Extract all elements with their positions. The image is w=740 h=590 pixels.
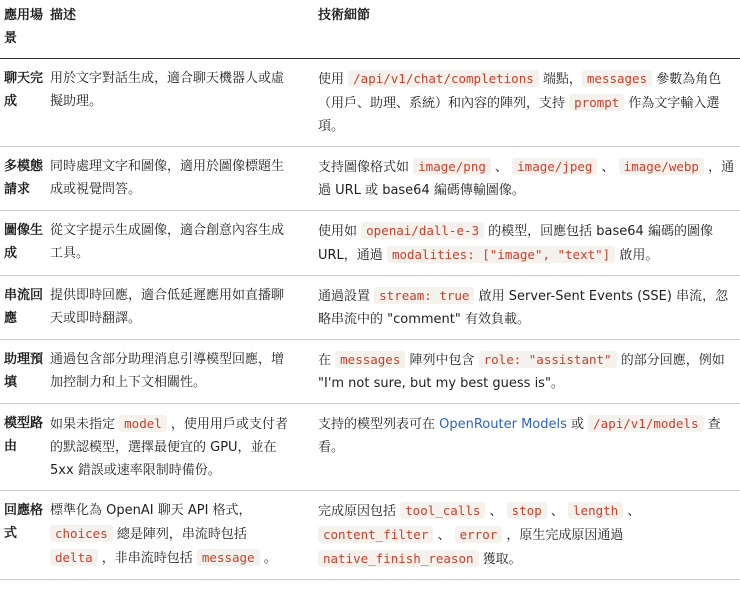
scenario-cell: 串流回應 <box>0 276 44 340</box>
scenario-cell: 聊天完成 <box>0 59 44 147</box>
description-cell: 用於文字對話生成，適合聊天機器人或虛擬助理。 <box>44 59 310 147</box>
table-row <box>0 276 740 340</box>
text-segment: 的模型，回應包括 base64 編碼的圖像 URL，通過 <box>318 224 713 263</box>
description-cell: 提供即時回應，適合低延遲應用如直播聊天或即時翻譯。 <box>44 276 310 340</box>
text-segment: 、 <box>546 504 569 519</box>
inline-code: stream: true <box>374 287 474 304</box>
table-row <box>0 147 740 211</box>
text-segment: 使用如 <box>318 224 362 239</box>
description-cell: 從文字提示生成圖像，適合創意內容生成工具。 <box>44 211 310 276</box>
tech-details-cell <box>310 211 740 276</box>
text-segment: 、 <box>597 160 619 175</box>
text-segment: 支持圖像格式如 <box>318 160 414 175</box>
tech-details-cell <box>310 147 740 211</box>
inline-code: content_filter <box>318 526 433 543</box>
inline-code: message <box>197 549 260 566</box>
text-segment: 或 <box>566 417 589 432</box>
inline-code: image/jpeg <box>512 158 597 175</box>
inline-code: image/png <box>413 158 491 175</box>
inline-code: /api/v1/chat/completions <box>348 70 539 87</box>
inline-code: choices <box>50 525 113 542</box>
text-segment: 、 <box>623 504 641 519</box>
tech-details-cell <box>310 276 740 340</box>
header-tech-details: 技術細節 <box>310 0 740 59</box>
text-segment: 標準化為 OpenAI 聊天 API 格式， <box>50 503 252 518</box>
text-segment: 通過設置 <box>318 289 375 304</box>
table-body <box>0 59 740 580</box>
inline-code: model <box>119 415 167 432</box>
text-segment: 在 <box>318 353 336 368</box>
inline-code: openai/dall-e-3 <box>361 222 484 239</box>
table-header-row <box>0 0 740 59</box>
inline-code: modalities: ["image", "text"] <box>387 246 615 263</box>
text-segment: 陣列中包含 <box>405 353 479 368</box>
text-segment: 參數為角色（用戶、助理、系統）和內容的陣列，支持 <box>318 72 722 111</box>
inline-code: prompt <box>569 94 624 111</box>
text-segment: 啟用。 <box>615 248 659 263</box>
scenario-cell: 回應格式 <box>0 491 44 580</box>
inline-code: delta <box>50 549 98 566</box>
inline-code: image/webp <box>619 158 704 175</box>
inline-code: length <box>568 502 623 519</box>
text-segment: 、 <box>433 528 455 543</box>
table-row <box>0 211 740 276</box>
openrouter-models-link[interactable]: OpenRouter Models <box>439 417 567 432</box>
scenario-cell: 模型路由 <box>0 404 44 491</box>
text-segment: 使用 <box>318 72 349 87</box>
table-row <box>0 404 740 491</box>
tech-details-cell <box>310 340 740 404</box>
inline-code: error <box>455 526 503 543</box>
text-segment: 總是陣列，串流時包括 <box>112 527 247 542</box>
header-scenario: 應用場景 <box>0 0 44 59</box>
text-segment: 、 <box>485 504 507 519</box>
table-row <box>0 340 740 404</box>
inline-code: /api/v1/models <box>588 415 703 432</box>
tech-details-cell <box>310 491 740 580</box>
text-segment: ，通過 URL 或 base64 編碼傳輸圖像。 <box>318 160 735 198</box>
text-segment: 的部分回應，例如 "I'm not sure, but my best guess is"。 <box>318 353 725 391</box>
scenario-cell: 多模態請求 <box>0 147 44 211</box>
text-segment: 查看。 <box>318 417 721 455</box>
scenario-cell: 圖像生成 <box>0 211 44 276</box>
tech-details-cell <box>310 59 740 147</box>
text-segment: 作為文字輸入選項。 <box>318 96 720 134</box>
text-segment: 獲取。 <box>478 552 522 567</box>
description-cell <box>44 404 310 491</box>
text-segment: 支持的模型列表可在 <box>318 417 440 432</box>
table-row <box>0 491 740 580</box>
text-segment: 啟用 Server-Sent Events (SSE) 串流，忽略串流中的 "comment" 有效負載。 <box>318 289 729 327</box>
inline-code: messages <box>335 351 405 368</box>
inline-code: role: "assistant" <box>479 351 617 368</box>
scenario-cell: 助理預填 <box>0 340 44 404</box>
text-segment: ，使用用戶或支付者的默認模型，選擇最便宜的 GPU，並在 5xx 錯誤或速率限制時備份。 <box>50 417 288 478</box>
description-cell: 同時處理文字和圖像，適用於圖像標題生成或視覺問答。 <box>44 147 310 211</box>
inline-code: messages <box>582 70 652 87</box>
text-segment: 、 <box>490 160 513 175</box>
inline-code: stop <box>507 502 547 519</box>
table-row <box>0 59 740 147</box>
text-segment: 。 <box>259 551 277 566</box>
description-cell: 通過包含部分助理消息引導模型回應，增加控制力和上下文相關性。 <box>44 340 310 404</box>
description-cell <box>44 491 310 580</box>
tech-details-cell <box>310 404 740 491</box>
text-segment: 端點， <box>538 72 582 87</box>
text-segment: ，原生完成原因通過 <box>502 528 624 543</box>
inline-code: native_finish_reason <box>318 550 479 567</box>
header-description: 描述 <box>44 0 310 59</box>
inline-code: tool_calls <box>400 502 485 519</box>
text-segment: 完成原因包括 <box>318 504 401 519</box>
text-segment: 如果未指定 <box>50 417 120 432</box>
text-segment: ，非串流時包括 <box>97 551 197 566</box>
